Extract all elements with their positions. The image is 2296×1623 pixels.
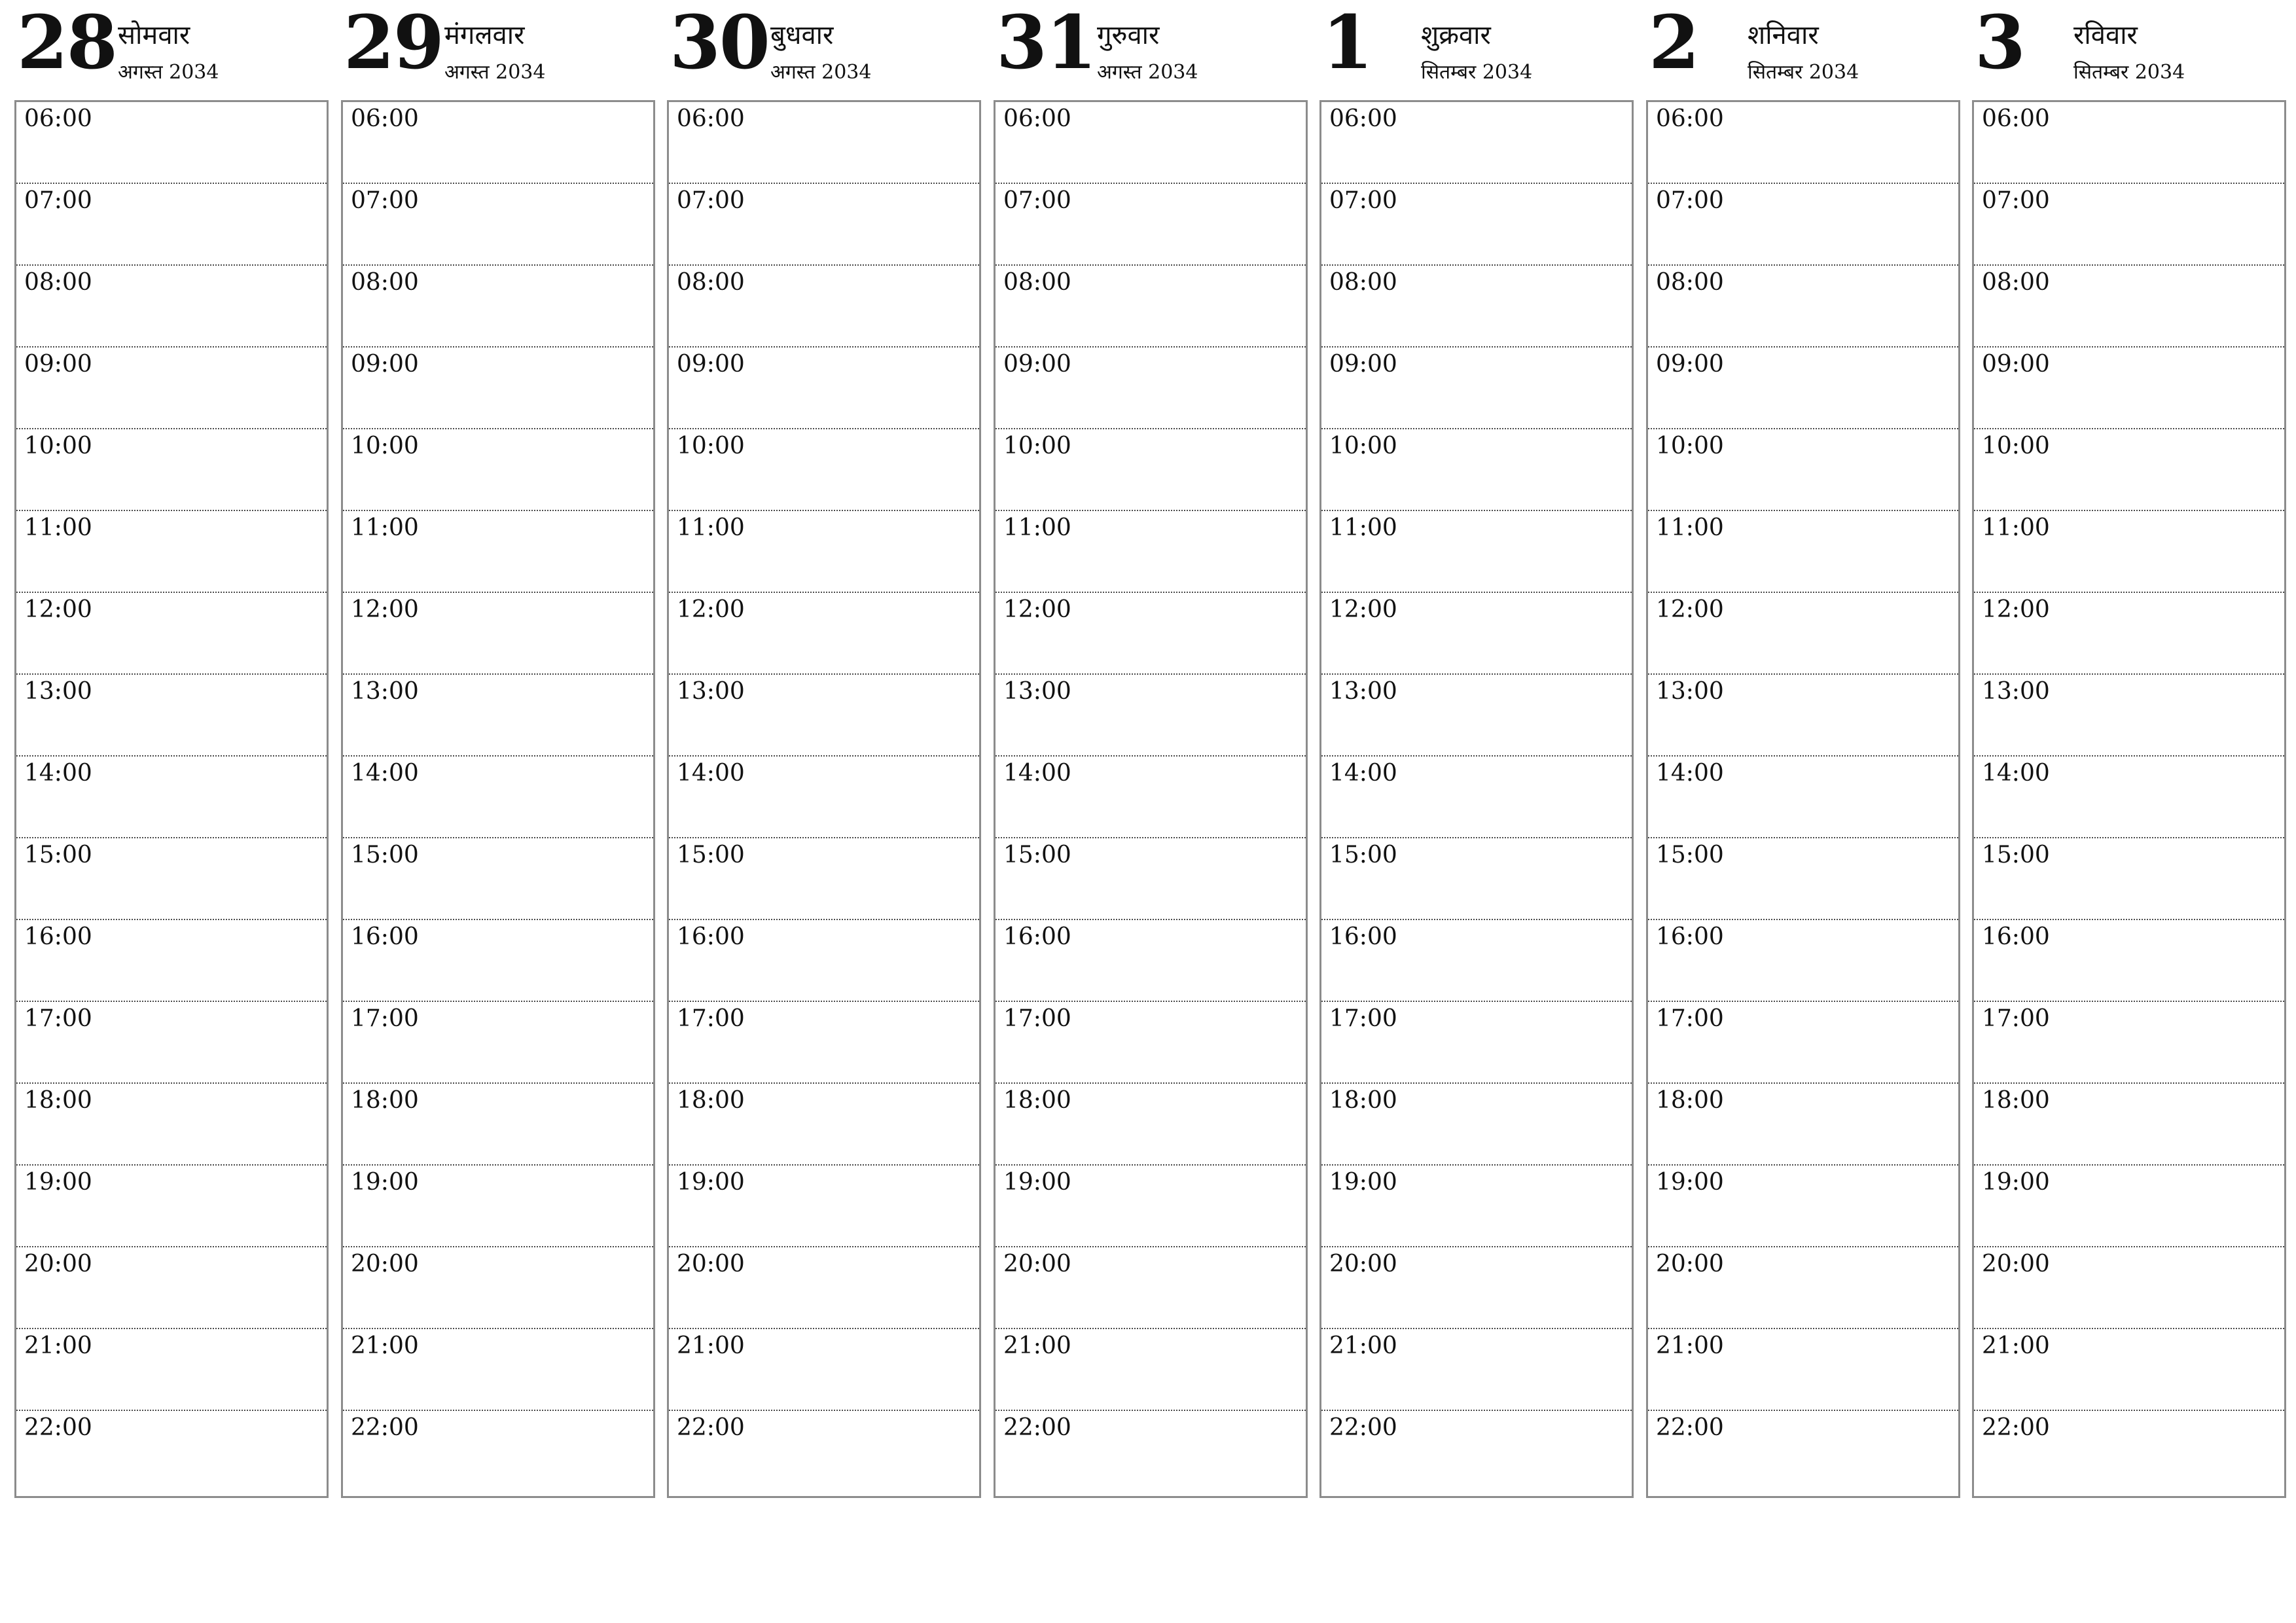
time-label: 13:00 <box>677 678 745 705</box>
time-label: 19:00 <box>24 1169 92 1196</box>
time-label: 13:00 <box>1329 678 1397 705</box>
time-slot[interactable] <box>669 1329 979 1411</box>
time-label: 18:00 <box>1003 1087 1071 1114</box>
day-schedule-box <box>1646 100 1960 1498</box>
time-label: 17:00 <box>1329 1005 1397 1032</box>
time-slot[interactable] <box>1648 920 1958 1002</box>
day-name: शनिवार <box>1748 20 1819 50</box>
time-slot[interactable] <box>996 1166 1306 1247</box>
time-slot[interactable] <box>1648 1329 1958 1411</box>
time-label: 07:00 <box>677 187 745 214</box>
time-label: 17:00 <box>677 1005 745 1032</box>
time-label: 07:00 <box>351 187 419 214</box>
time-label: 12:00 <box>1982 596 2050 623</box>
time-label: 20:00 <box>1329 1251 1397 1277</box>
time-slot[interactable] <box>1648 757 1958 838</box>
day-number: 30 <box>670 0 769 86</box>
day-schedule-box <box>14 100 329 1498</box>
day-header <box>1319 0 1632 101</box>
time-label: 18:00 <box>1656 1087 1724 1114</box>
time-slot[interactable] <box>669 920 979 1002</box>
time-label: 21:00 <box>351 1332 419 1359</box>
time-slot[interactable] <box>996 511 1306 593</box>
time-label: 19:00 <box>1656 1169 1724 1196</box>
time-slot[interactable] <box>1974 102 2284 184</box>
time-label: 18:00 <box>351 1087 419 1114</box>
time-label: 08:00 <box>677 269 745 296</box>
day-month-year: अगस्त 2034 <box>770 61 872 84</box>
time-slot[interactable] <box>996 102 1306 184</box>
time-slot[interactable] <box>1974 1084 2284 1166</box>
time-label: 13:00 <box>1003 678 1071 705</box>
time-label: 11:00 <box>1982 514 2050 541</box>
time-slot[interactable] <box>1321 1247 1632 1329</box>
time-label: 14:00 <box>1329 760 1397 787</box>
time-label: 19:00 <box>1982 1169 2050 1196</box>
time-label: 16:00 <box>1982 923 2050 950</box>
time-label: 20:00 <box>1656 1251 1724 1277</box>
time-label: 15:00 <box>1656 842 1724 868</box>
time-label: 06:00 <box>351 105 419 132</box>
time-label: 22:00 <box>24 1414 92 1441</box>
time-label: 06:00 <box>24 105 92 132</box>
time-label: 22:00 <box>1003 1414 1071 1441</box>
time-slot[interactable] <box>669 757 979 838</box>
day-name: शुक्रवार <box>1421 20 1491 50</box>
day-column <box>994 0 1306 1441</box>
time-slot[interactable] <box>16 675 327 757</box>
time-label: 09:00 <box>1329 351 1397 378</box>
day-column <box>1646 0 1959 1441</box>
time-slot[interactable] <box>343 1329 653 1411</box>
day-number: 29 <box>344 0 443 86</box>
time-slot[interactable] <box>343 184 653 266</box>
time-slot[interactable] <box>1648 675 1958 757</box>
time-label: 17:00 <box>351 1005 419 1032</box>
time-slot[interactable] <box>343 429 653 511</box>
time-label: 18:00 <box>1329 1087 1397 1114</box>
time-label: 08:00 <box>351 269 419 296</box>
time-label: 09:00 <box>351 351 419 378</box>
time-slot[interactable] <box>1648 1166 1958 1247</box>
time-slot[interactable] <box>1321 429 1632 511</box>
time-label: 06:00 <box>1656 105 1724 132</box>
time-slot[interactable] <box>996 1411 1306 1496</box>
day-number: 1 <box>1322 0 1372 86</box>
time-label: 20:00 <box>351 1251 419 1277</box>
time-label: 10:00 <box>677 433 745 459</box>
time-label: 11:00 <box>351 514 419 541</box>
day-name: सोमवार <box>118 20 190 50</box>
time-slot[interactable] <box>669 429 979 511</box>
time-slot[interactable] <box>1321 1329 1632 1411</box>
time-label: 18:00 <box>677 1087 745 1114</box>
time-slot[interactable] <box>1321 1411 1632 1496</box>
time-slot[interactable] <box>996 266 1306 348</box>
time-slot[interactable] <box>996 593 1306 675</box>
time-slot[interactable] <box>343 348 653 429</box>
time-label: 10:00 <box>1982 433 2050 459</box>
time-label: 16:00 <box>1329 923 1397 950</box>
time-slot[interactable] <box>1321 1002 1632 1084</box>
time-label: 10:00 <box>24 433 92 459</box>
time-slot[interactable] <box>996 1002 1306 1084</box>
time-slot[interactable] <box>343 1002 653 1084</box>
time-label: 22:00 <box>1982 1414 2050 1441</box>
time-slot[interactable] <box>16 1247 327 1329</box>
time-label: 09:00 <box>1656 351 1724 378</box>
time-slot[interactable] <box>1648 266 1958 348</box>
time-label: 08:00 <box>1982 269 2050 296</box>
time-label: 14:00 <box>351 760 419 787</box>
time-label: 16:00 <box>677 923 745 950</box>
time-slot[interactable] <box>16 266 327 348</box>
time-label: 07:00 <box>1982 187 2050 214</box>
time-label: 15:00 <box>351 842 419 868</box>
time-slot[interactable] <box>1974 1166 2284 1247</box>
time-label: 13:00 <box>1656 678 1724 705</box>
time-slot[interactable] <box>1648 348 1958 429</box>
time-label: 21:00 <box>1656 1332 1724 1359</box>
day-month-year: सितम्बर 2034 <box>1748 61 1859 84</box>
time-slot[interactable] <box>343 1166 653 1247</box>
time-slot[interactable] <box>996 348 1306 429</box>
time-slot[interactable] <box>343 920 653 1002</box>
time-label: 11:00 <box>677 514 745 541</box>
time-slot[interactable] <box>1321 1166 1632 1247</box>
time-slot[interactable] <box>669 511 979 593</box>
time-label: 08:00 <box>1003 269 1071 296</box>
time-label: 09:00 <box>1003 351 1071 378</box>
time-slot[interactable] <box>1974 184 2284 266</box>
time-slot[interactable] <box>1974 266 2284 348</box>
time-label: 17:00 <box>1982 1005 2050 1032</box>
time-slot[interactable] <box>1648 1247 1958 1329</box>
time-label: 15:00 <box>677 842 745 868</box>
time-label: 08:00 <box>24 269 92 296</box>
day-header <box>667 0 980 101</box>
time-label: 07:00 <box>1656 187 1724 214</box>
time-label: 21:00 <box>1982 1332 2050 1359</box>
time-label: 14:00 <box>677 760 745 787</box>
time-label: 13:00 <box>351 678 419 705</box>
time-slot[interactable] <box>1648 184 1958 266</box>
time-label: 21:00 <box>677 1332 745 1359</box>
time-label: 17:00 <box>24 1005 92 1032</box>
time-slot[interactable] <box>1648 1411 1958 1496</box>
time-slot[interactable] <box>343 593 653 675</box>
time-label: 10:00 <box>1656 433 1724 459</box>
time-label: 07:00 <box>1329 187 1397 214</box>
time-slot[interactable] <box>1321 920 1632 1002</box>
time-slot[interactable] <box>669 593 979 675</box>
time-label: 19:00 <box>677 1169 745 1196</box>
day-header <box>341 0 654 101</box>
time-slot[interactable] <box>669 348 979 429</box>
day-schedule-box <box>1319 100 1634 1498</box>
time-slot[interactable] <box>1974 1329 2284 1411</box>
time-label: 12:00 <box>24 596 92 623</box>
time-slot[interactable] <box>343 675 653 757</box>
time-slot[interactable] <box>669 1084 979 1166</box>
time-slot[interactable] <box>669 1411 979 1496</box>
time-label: 10:00 <box>1003 433 1071 459</box>
time-slot[interactable] <box>1974 757 2284 838</box>
time-slot[interactable] <box>1974 838 2284 920</box>
time-label: 14:00 <box>1982 760 2050 787</box>
time-slot[interactable] <box>343 838 653 920</box>
time-slot[interactable] <box>669 1166 979 1247</box>
time-slot[interactable] <box>996 675 1306 757</box>
time-slot[interactable] <box>16 184 327 266</box>
time-label: 08:00 <box>1329 269 1397 296</box>
time-label: 12:00 <box>351 596 419 623</box>
time-label: 14:00 <box>1003 760 1071 787</box>
time-slot[interactable] <box>1974 675 2284 757</box>
day-number: 28 <box>17 0 117 86</box>
time-slot[interactable] <box>996 920 1306 1002</box>
day-column <box>1319 0 1632 1441</box>
time-label: 18:00 <box>24 1087 92 1114</box>
time-label: 09:00 <box>677 351 745 378</box>
day-name: गुरुवार <box>1097 20 1160 50</box>
time-label: 07:00 <box>1003 187 1071 214</box>
time-label: 21:00 <box>1329 1332 1397 1359</box>
time-label: 18:00 <box>1982 1087 2050 1114</box>
time-label: 17:00 <box>1003 1005 1071 1032</box>
time-slot[interactable] <box>1648 429 1958 511</box>
day-month-year: अगस्त 2034 <box>1097 61 1198 84</box>
time-slot[interactable] <box>343 266 653 348</box>
day-header <box>1972 0 2285 101</box>
time-slot[interactable] <box>1321 266 1632 348</box>
time-slot[interactable] <box>1321 511 1632 593</box>
time-slot[interactable] <box>669 184 979 266</box>
time-slot[interactable] <box>1648 1002 1958 1084</box>
time-slot[interactable] <box>343 102 653 184</box>
time-slot[interactable] <box>1321 593 1632 675</box>
time-label: 12:00 <box>1003 596 1071 623</box>
time-label: 06:00 <box>677 105 745 132</box>
time-slot[interactable] <box>1648 511 1958 593</box>
time-slot[interactable] <box>16 1329 327 1411</box>
time-label: 15:00 <box>1329 842 1397 868</box>
time-label: 11:00 <box>1656 514 1724 541</box>
time-slot[interactable] <box>16 1166 327 1247</box>
day-column <box>341 0 654 1441</box>
time-slot[interactable] <box>1648 593 1958 675</box>
time-slot[interactable] <box>1974 1411 2284 1496</box>
time-label: 16:00 <box>351 923 419 950</box>
time-label: 07:00 <box>24 187 92 214</box>
time-slot[interactable] <box>669 1002 979 1084</box>
time-label: 12:00 <box>1656 596 1724 623</box>
time-slot[interactable] <box>669 675 979 757</box>
time-label: 12:00 <box>1329 596 1397 623</box>
time-slot[interactable] <box>1974 1247 2284 1329</box>
time-slot[interactable] <box>16 348 327 429</box>
time-label: 11:00 <box>1329 514 1397 541</box>
day-header <box>994 0 1306 101</box>
day-number: 2 <box>1649 0 1698 86</box>
day-header <box>14 0 327 101</box>
time-label: 06:00 <box>1329 105 1397 132</box>
time-label: 10:00 <box>351 433 419 459</box>
day-month-year: अगस्त 2034 <box>444 61 546 84</box>
time-slot[interactable] <box>1321 1084 1632 1166</box>
time-slot[interactable] <box>1974 348 2284 429</box>
day-number: 31 <box>996 0 1096 86</box>
time-slot[interactable] <box>343 1247 653 1329</box>
time-slot[interactable] <box>1648 838 1958 920</box>
time-slot[interactable] <box>16 511 327 593</box>
time-label: 11:00 <box>1003 514 1071 541</box>
time-slot[interactable] <box>669 266 979 348</box>
day-number: 3 <box>1975 0 2024 86</box>
time-slot[interactable] <box>343 757 653 838</box>
time-label: 19:00 <box>1003 1169 1071 1196</box>
time-slot[interactable] <box>996 1247 1306 1329</box>
time-slot[interactable] <box>669 838 979 920</box>
time-label: 17:00 <box>1656 1005 1724 1032</box>
time-label: 16:00 <box>1003 923 1071 950</box>
time-slot[interactable] <box>669 1247 979 1329</box>
time-slot[interactable] <box>1321 184 1632 266</box>
time-label: 11:00 <box>24 514 92 541</box>
time-label: 09:00 <box>1982 351 2050 378</box>
time-slot[interactable] <box>1321 838 1632 920</box>
time-label: 22:00 <box>1656 1414 1724 1441</box>
time-slot[interactable] <box>16 838 327 920</box>
time-slot[interactable] <box>1974 920 2284 1002</box>
time-label: 21:00 <box>1003 1332 1071 1359</box>
day-month-year: सितम्बर 2034 <box>1421 61 1533 84</box>
time-slot[interactable] <box>16 920 327 1002</box>
time-label: 20:00 <box>677 1251 745 1277</box>
time-label: 13:00 <box>24 678 92 705</box>
time-label: 15:00 <box>1003 842 1071 868</box>
day-schedule-box <box>341 100 655 1498</box>
time-slot[interactable] <box>1321 675 1632 757</box>
day-header <box>1646 0 1959 101</box>
day-column <box>14 0 327 1441</box>
day-column <box>1972 0 2285 1441</box>
time-label: 16:00 <box>1656 923 1724 950</box>
time-label: 22:00 <box>351 1414 419 1441</box>
time-slot[interactable] <box>1321 757 1632 838</box>
time-label: 22:00 <box>677 1414 745 1441</box>
time-label: 06:00 <box>1982 105 2050 132</box>
time-slot[interactable] <box>996 757 1306 838</box>
time-label: 15:00 <box>24 842 92 868</box>
time-slot[interactable] <box>1974 1002 2284 1084</box>
time-label: 12:00 <box>677 596 745 623</box>
time-slot[interactable] <box>16 593 327 675</box>
time-slot[interactable] <box>996 184 1306 266</box>
time-slot[interactable] <box>669 102 979 184</box>
time-label: 22:00 <box>1329 1414 1397 1441</box>
time-slot[interactable] <box>1321 348 1632 429</box>
time-slot[interactable] <box>16 102 327 184</box>
day-schedule-box <box>1972 100 2286 1498</box>
time-slot[interactable] <box>1321 102 1632 184</box>
day-name: रविवार <box>2073 20 2138 50</box>
time-label: 21:00 <box>24 1332 92 1359</box>
day-column <box>667 0 980 1441</box>
time-slot[interactable] <box>1648 1084 1958 1166</box>
time-slot[interactable] <box>16 1084 327 1166</box>
time-label: 06:00 <box>1003 105 1071 132</box>
time-slot[interactable] <box>16 757 327 838</box>
time-label: 20:00 <box>1982 1251 2050 1277</box>
time-label: 14:00 <box>24 760 92 787</box>
time-label: 13:00 <box>1982 678 2050 705</box>
day-name: मंगलवार <box>444 20 525 50</box>
time-label: 19:00 <box>1329 1169 1397 1196</box>
time-slot[interactable] <box>996 1084 1306 1166</box>
time-label: 08:00 <box>1656 269 1724 296</box>
time-label: 20:00 <box>24 1251 92 1277</box>
time-slot[interactable] <box>16 1411 327 1496</box>
day-month-year: सितम्बर 2034 <box>2073 61 2185 84</box>
time-label: 16:00 <box>24 923 92 950</box>
time-slot[interactable] <box>343 1411 653 1496</box>
day-schedule-box <box>994 100 1308 1498</box>
time-slot[interactable] <box>16 1002 327 1084</box>
time-slot[interactable] <box>343 511 653 593</box>
time-slot[interactable] <box>996 1329 1306 1411</box>
time-label: 20:00 <box>1003 1251 1071 1277</box>
time-label: 14:00 <box>1656 760 1724 787</box>
time-label: 15:00 <box>1982 842 2050 868</box>
time-slot[interactable] <box>1648 102 1958 184</box>
day-schedule-box <box>667 100 981 1498</box>
time-slot[interactable] <box>1974 511 2284 593</box>
day-name: बुधवार <box>770 20 834 50</box>
time-slot[interactable] <box>1974 429 2284 511</box>
time-slot[interactable] <box>1974 593 2284 675</box>
time-slot[interactable] <box>16 429 327 511</box>
time-slot[interactable] <box>996 838 1306 920</box>
time-slot[interactable] <box>343 1084 653 1166</box>
time-label: 10:00 <box>1329 433 1397 459</box>
time-label: 09:00 <box>24 351 92 378</box>
time-label: 19:00 <box>351 1169 419 1196</box>
day-month-year: अगस्त 2034 <box>118 61 219 84</box>
time-slot[interactable] <box>996 429 1306 511</box>
